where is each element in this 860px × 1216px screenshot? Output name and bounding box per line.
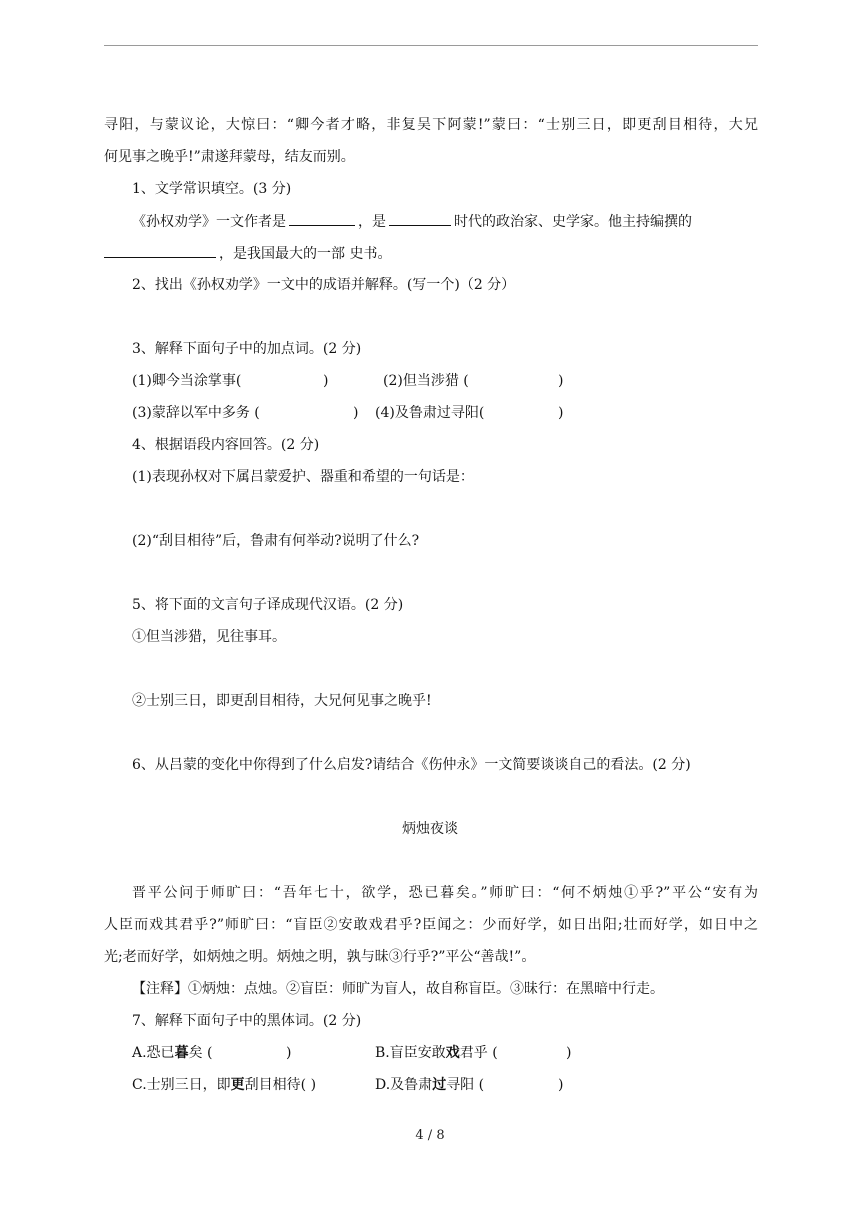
passage2-notes: 【注释】①炳烛：点烛。②盲臣：师旷为盲人，故自称盲臣。③昧行：在黑暗中行走。 bbox=[132, 981, 664, 997]
q3-item-2-close: ) bbox=[558, 373, 564, 389]
q7-b-bold: 戏 bbox=[445, 1045, 460, 1061]
q7-b-post: 君乎 ( bbox=[459, 1045, 498, 1061]
q1-line1-c: 时代的政治家、史学家。他主持编撰的 bbox=[454, 214, 692, 230]
q3-item-2: (2)但当涉猎 ( bbox=[383, 373, 469, 389]
q5-sub1: ①但当涉猎，见往事耳。 bbox=[132, 629, 286, 645]
q1-line1-a: 《孙权劝学》一文作者是 bbox=[132, 214, 286, 230]
q7-option-d bbox=[375, 1076, 484, 1094]
q1-line2-a: ，是我国最大的一部 史书。 bbox=[219, 246, 392, 262]
header-rule bbox=[104, 45, 758, 46]
q1-line1 bbox=[132, 212, 692, 231]
page-number: 4 / 8 bbox=[415, 1128, 445, 1143]
q7-c-pre: C.士别三日，即 bbox=[132, 1077, 231, 1093]
q3-item-3: (3)蒙辞以军中多务 ( bbox=[132, 405, 260, 421]
passage2-line2: 人臣而戏其君乎?”师旷曰：“盲臣②安敢戏君乎?臣闻之：少而好学，如日出阳;壮而好学，如日中之 bbox=[104, 917, 758, 933]
q4-sub1: (1)表现孙权对下属吕蒙爱护、器重和希望的一句话是： bbox=[132, 469, 474, 485]
passage1-line1: 寻阳，与蒙议论，大惊曰：“卿今者才略，非复吴下阿蒙!”蒙曰：“士别三日，即更刮目相待，大兄 bbox=[104, 117, 758, 133]
q1-blank-work[interactable] bbox=[104, 244, 216, 258]
q1-line1-b: ，是 bbox=[358, 214, 386, 230]
passage2-line3: 光;老而好学，如炳烛之明。炳烛之明，孰与昧③行乎?”平公“善哉!”。 bbox=[104, 949, 536, 965]
q4-sub2: (2)“刮目相待”后，鲁肃有何举动?说明了什么? bbox=[132, 533, 420, 549]
q7-a-close: ) bbox=[286, 1045, 292, 1061]
passage2-line1: 晋平公问于师旷曰：“吾年七十，欲学，恐已暮矣。”师旷曰：“何不炳烛①乎?”平公“安有为 bbox=[132, 885, 758, 901]
q7-option-c bbox=[132, 1076, 316, 1094]
passage1-line2: 何见事之晚乎!”肃遂拜蒙母，结友而别。 bbox=[104, 149, 355, 165]
q3-title: 3、解释下面句子中的加点词。(2 分) bbox=[132, 341, 362, 357]
q7-d-post: 寻阳 ( bbox=[446, 1077, 485, 1093]
q7-b-close: ) bbox=[566, 1045, 572, 1061]
q7-a-bold: 暮 bbox=[174, 1045, 189, 1061]
q5-title: 5、将下面的文言句子译成现代汉语。(2 分) bbox=[132, 597, 404, 613]
q7-title: 7、解释下面句子中的黑体词。(2 分) bbox=[132, 1013, 362, 1029]
q7-d-bold: 过 bbox=[432, 1077, 447, 1093]
q1-title: 1、文学常识填空。(3 分) bbox=[132, 181, 292, 197]
q3-item-4-close: ) bbox=[558, 405, 564, 421]
q5-sub2: ②士别三日，即更刮目相待，大兄何见事之晚乎! bbox=[132, 693, 432, 709]
q1-blank-era[interactable] bbox=[389, 212, 451, 226]
q6-title: 6、从吕蒙的变化中你得到了什么启发?请结合《伤仲永》一文简要谈谈自己的看法。(2 分) bbox=[132, 757, 691, 773]
q7-c-bold: 更 bbox=[230, 1077, 245, 1093]
q3-item-1-close: ) bbox=[323, 373, 329, 389]
q7-d-close: ) bbox=[558, 1077, 564, 1093]
q7-option-a bbox=[132, 1044, 212, 1062]
q7-c-post: 刮目相待( ) bbox=[244, 1077, 317, 1093]
q3-item-1 bbox=[132, 372, 241, 390]
q7-d-pre: D.及鲁肃 bbox=[375, 1077, 433, 1093]
q3-item-1-text: (1)卿今当涂掌事( bbox=[132, 373, 242, 389]
q7-b-pre: B.盲臣安敢 bbox=[375, 1045, 446, 1061]
q7-option-b bbox=[375, 1044, 498, 1062]
q3-item-4: (4)及鲁肃过寻阳( bbox=[375, 405, 485, 421]
q4-title: 4、根据语段内容回答。(2 分) bbox=[132, 437, 320, 453]
q3-item-3-close: ) bbox=[353, 405, 359, 421]
q7-a-post: 矣 ( bbox=[188, 1045, 213, 1061]
q1-blank-author[interactable] bbox=[289, 212, 355, 226]
q2-title: 2、找出《孙权劝学》一文中的成语并解释。(写一个)（2 分） bbox=[132, 277, 516, 293]
passage2-title: 炳烛夜谈 bbox=[402, 821, 458, 837]
q7-a-pre: A.恐已 bbox=[132, 1045, 175, 1061]
q1-line2 bbox=[104, 244, 391, 263]
